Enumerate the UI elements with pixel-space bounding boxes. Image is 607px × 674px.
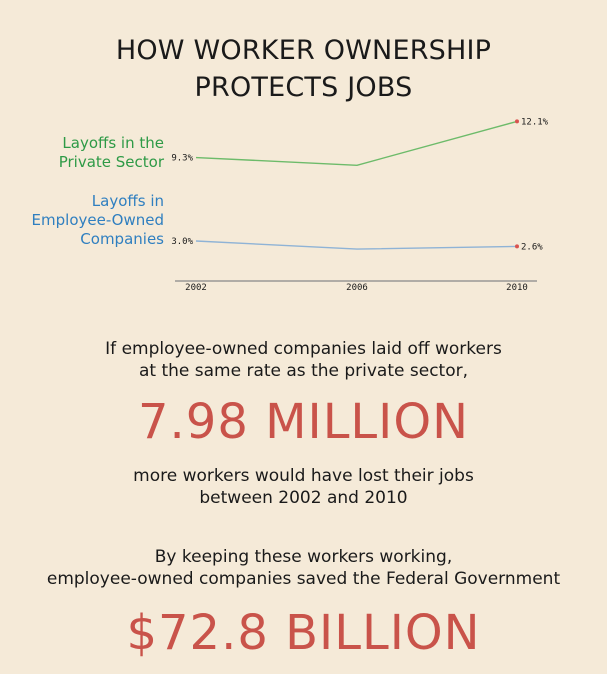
legend-employee-line-3: Companies — [80, 230, 164, 248]
data-label-start-series-1: 3.0% — [171, 237, 193, 247]
title-line-2: PROTECTS JOBS — [194, 72, 413, 104]
paragraph-hypothetical-line-1: If employee-owned companies laid off workers — [105, 339, 502, 359]
paragraph-government-savings-line-1: By keeping these workers working, — [154, 547, 453, 567]
series-line-1 — [196, 241, 517, 249]
stat-jobs-saved: 7.98 MILLION — [137, 394, 470, 450]
paragraph-hypothetical — [0, 338, 607, 382]
legend-private-line-2: Private Sector — [58, 153, 164, 171]
x-tick-label-2006: 2006 — [346, 283, 368, 293]
legend-private-line-1: Layoffs in the — [62, 134, 164, 152]
paragraph-government-savings-line-2: employee-owned companies saved the Federal Government — [46, 569, 561, 589]
layoff-line-chart — [0, 0, 607, 300]
paragraph-jobs-lost-line-2: between 2002 and 2010 — [199, 488, 408, 508]
stat-government-savings: $72.8 BILLION — [126, 605, 481, 661]
paragraph-government-savings — [0, 546, 607, 590]
paragraph-hypothetical-line-2: at the same rate as the private sector, — [138, 361, 469, 381]
legend-employee-line-2: Employee-Owned — [31, 211, 164, 229]
end-marker-series-1 — [515, 244, 519, 248]
data-label-end-series-1: 2.6% — [521, 242, 543, 253]
paragraph-jobs-lost-line-1: more workers would have lost their jobs — [133, 466, 474, 486]
series-line-0 — [196, 121, 517, 165]
data-label-start-series-0: 9.3% — [171, 153, 193, 164]
title-line-1: HOW WORKER OWNERSHIP — [115, 35, 492, 67]
x-tick-label-2002: 2002 — [185, 283, 207, 293]
paragraph-jobs-lost — [0, 465, 607, 509]
end-marker-series-0 — [515, 119, 519, 123]
data-label-end-series-0: 12.1% — [521, 117, 549, 128]
legend-employee-line-1: Layoffs in — [91, 192, 164, 210]
x-tick-label-2010: 2010 — [506, 283, 528, 293]
